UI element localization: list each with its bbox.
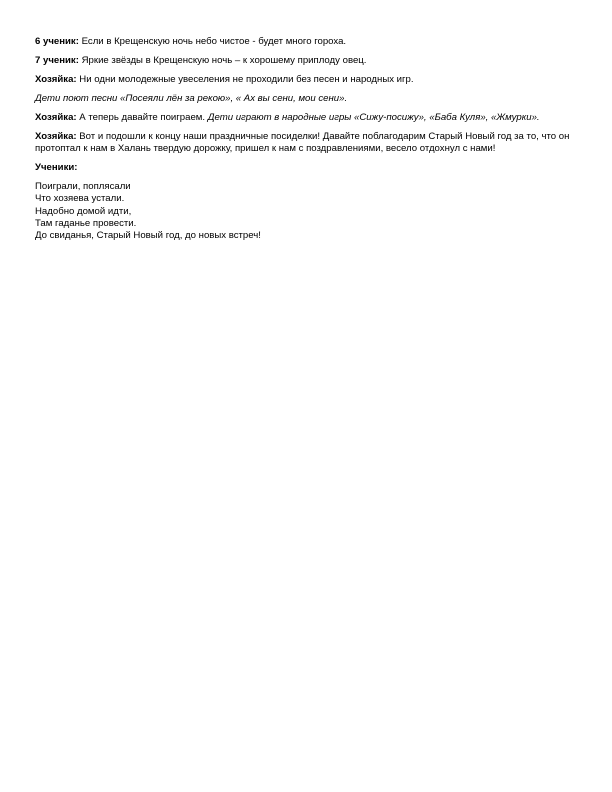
paragraph-students <box>35 162 580 174</box>
paragraph-text: Ни одни молодежные увеселения не проходили без песен и народных игр. <box>76 74 414 85</box>
poem-line: Поиграли, поплясали <box>35 181 131 192</box>
poem-line: Надобно домой идти, <box>35 205 132 217</box>
paragraph-text: Вот и подошли к концу наши праздничные посиделки! Давайте поблагодарим Старый Новый год за то, что он протоптал к нам в Халань твердую дорожку, пришел к нам с поздравлениями, весело отдохнул с нами! <box>35 131 570 154</box>
poem-line: Там гаданье провести. <box>35 217 137 229</box>
speaker-label: Ученики: <box>35 162 78 173</box>
speaker-label: Хозяйка: <box>35 74 77 85</box>
stage-direction-songs <box>35 93 580 105</box>
stage-direction-text: Дети поют песни «Посеяли лён за рекою», « Ах вы сени, мои сени». <box>35 93 348 104</box>
paragraph-hostess-2 <box>35 112 580 124</box>
speaker-label: Хозяйка: <box>35 131 77 142</box>
paragraph-text: Яркие звёзды в Крещенскую ночь – к хорошему приплоду овец. <box>78 55 367 66</box>
poem-line: Что хозяева устали. <box>35 193 125 205</box>
paragraph-hostess-3 <box>35 131 580 155</box>
speaker-label: 7 ученик: <box>35 55 79 66</box>
poem-block <box>35 181 580 242</box>
paragraph-text: Если в Крещенскую ночь небо чистое - будет много гороха. <box>78 36 347 47</box>
stage-direction-text: Дети играют в народные игры «Сижу-посижу», «Баба Куля», «Жмурки». <box>207 112 540 123</box>
speaker-label: Хозяйка: <box>35 112 77 123</box>
document-page <box>35 36 580 242</box>
paragraph-student-6 <box>35 36 580 48</box>
paragraph-text: А теперь давайте поиграем. <box>76 112 208 123</box>
paragraph-student-7 <box>35 55 580 67</box>
paragraph-hostess-1 <box>35 74 580 86</box>
poem-line: До свиданья, Старый Новый год, до новых встреч! <box>35 230 261 242</box>
speaker-label: 6 ученик: <box>35 36 79 47</box>
